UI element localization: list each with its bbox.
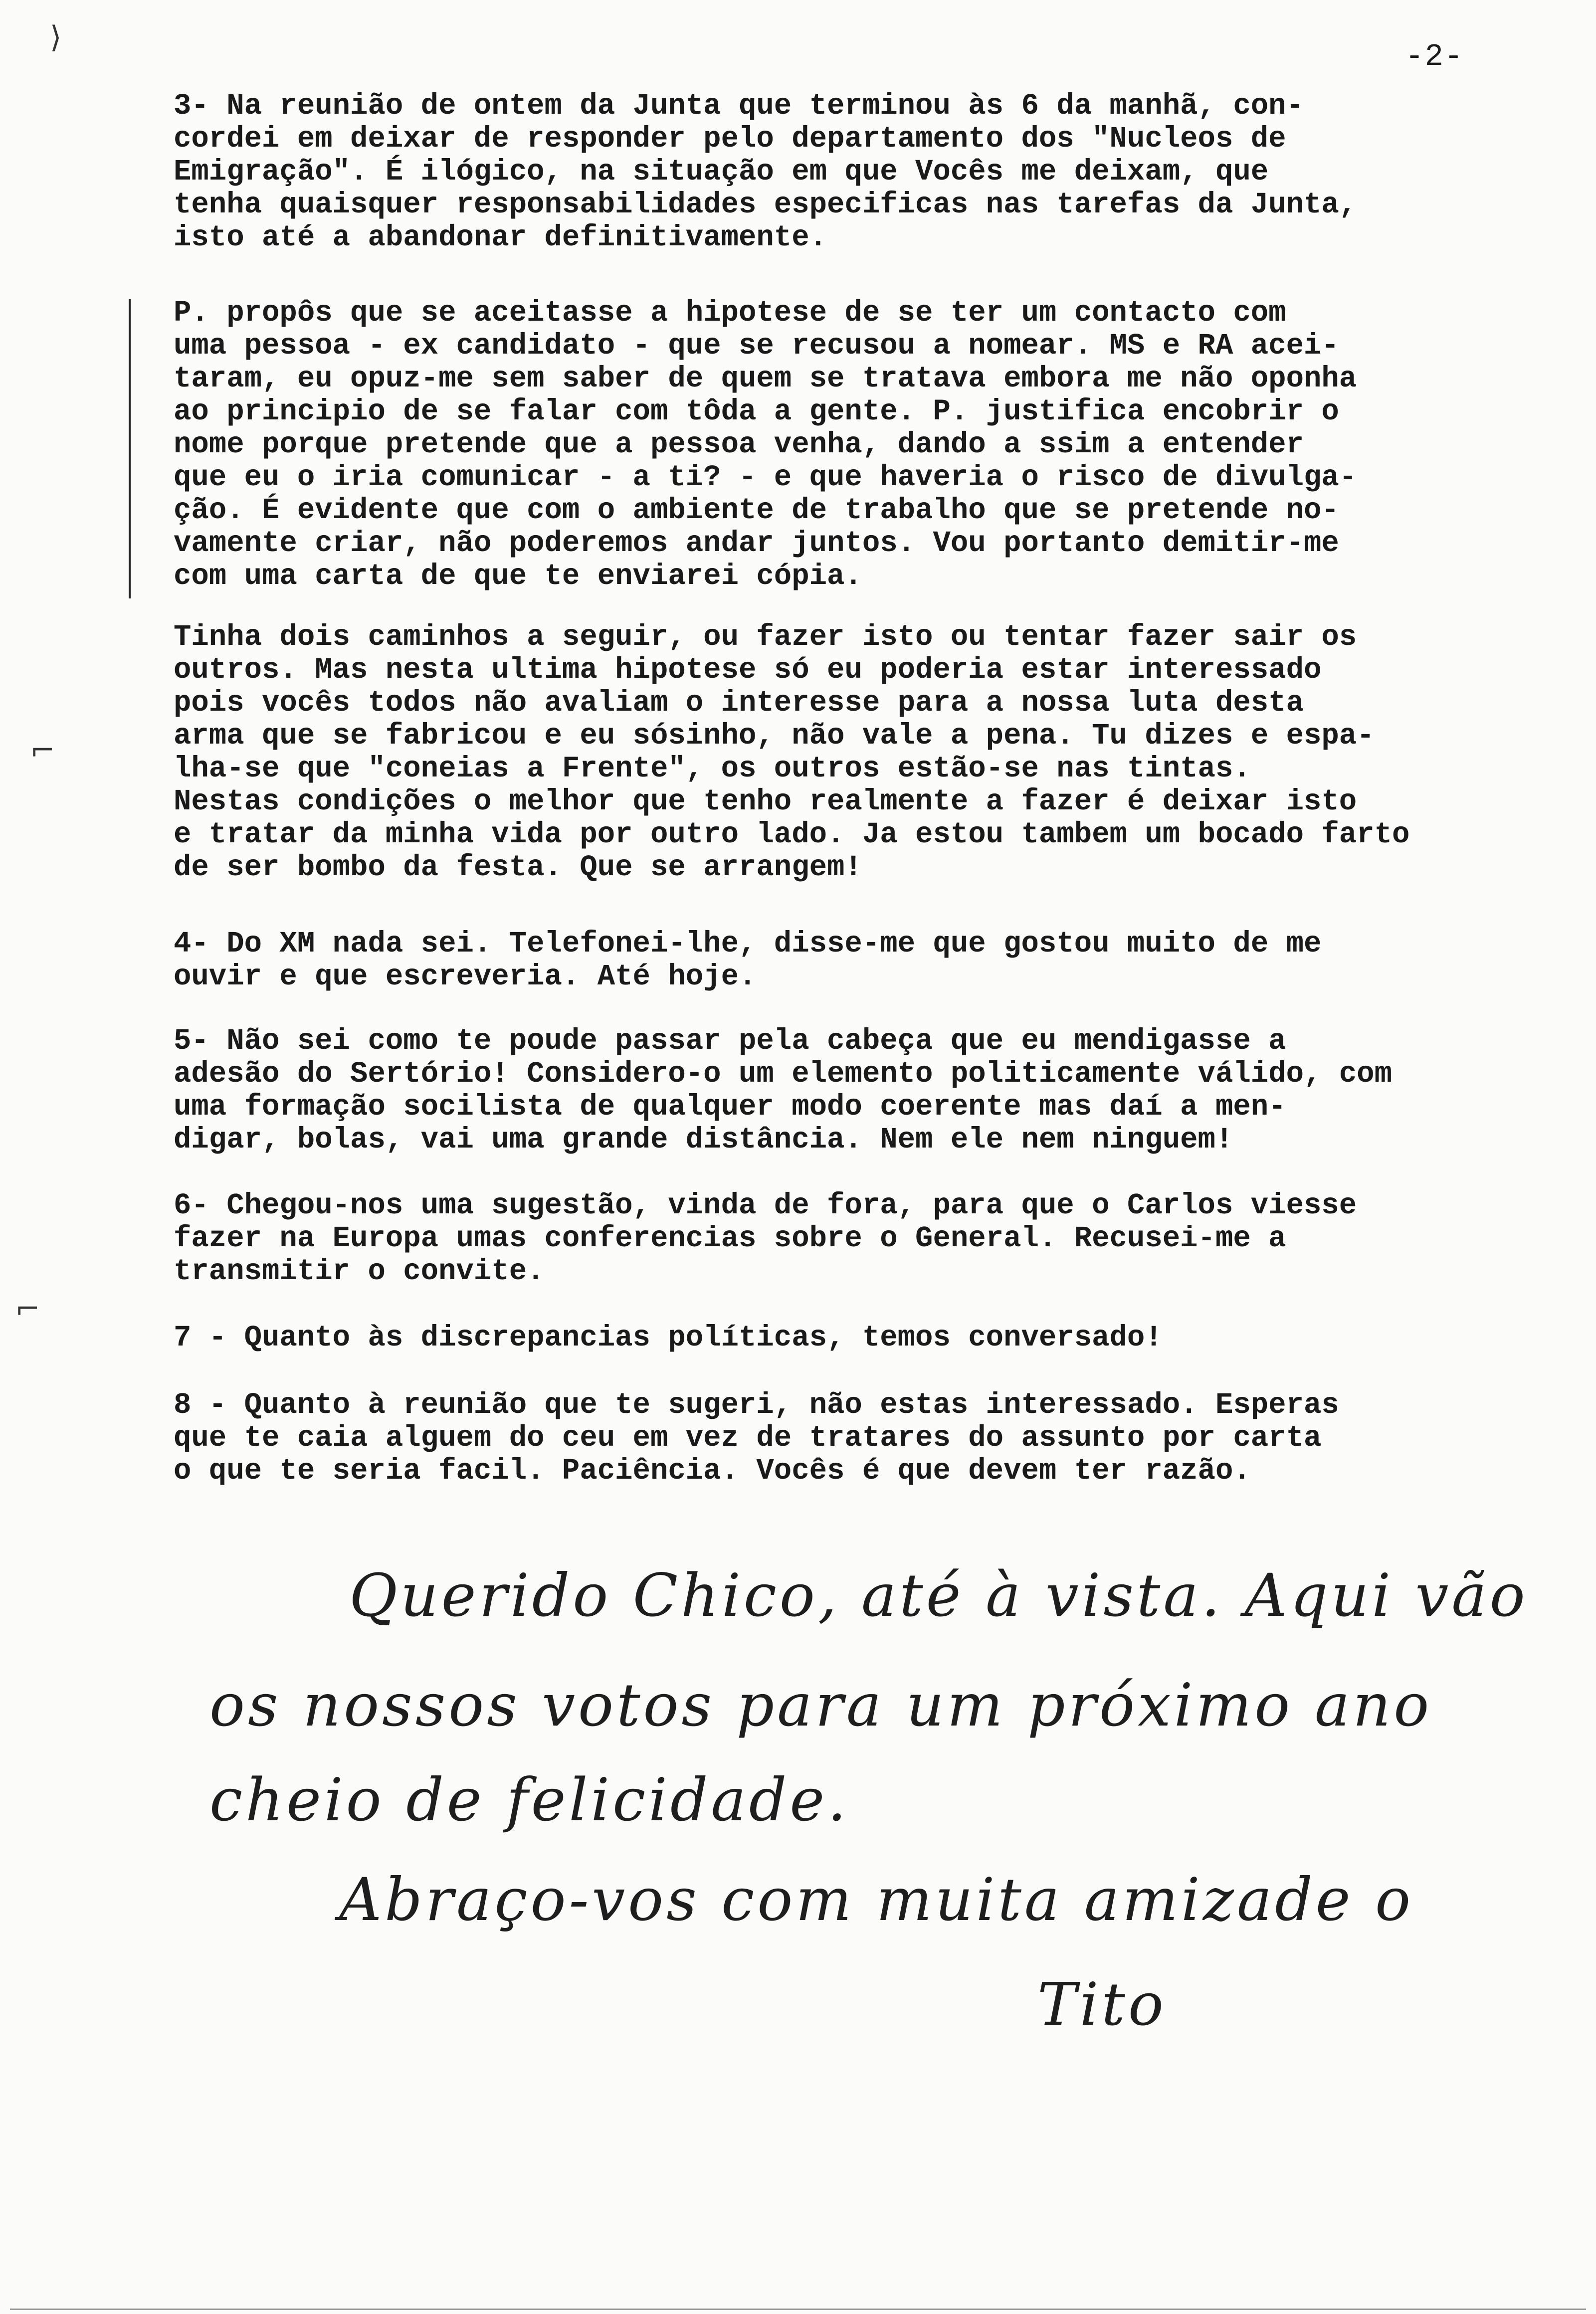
margin-vertical-bar <box>129 299 131 598</box>
margin-mark-middle: ⌐ <box>30 733 55 768</box>
handwritten-line-3: cheio de felicidade. <box>209 1765 849 1834</box>
margin-mark-top: ⟩ <box>50 20 62 55</box>
handwritten-signature: Tito <box>1037 1970 1167 2039</box>
paragraph-5: 5- Não sei como te poude passar pela cabeça que eu mendigasse a adesão do Sertório! Considero-o um elemento politicamente válido, com uma formação socilista de qualquer modo coerente mas daí a men- digar, bolas, vai uma grande distância. Nem ele nem ninguem! <box>174 1024 1392 1157</box>
bottom-edge-line <box>10 2309 1586 2310</box>
handwritten-line-1: Querido Chico, até à vista. Aqui vão <box>349 1561 1528 1630</box>
paragraph-7: 7 - Quanto às discrepancias políticas, temos conversado! <box>174 1321 1163 1354</box>
page-number: -2- <box>1405 39 1464 74</box>
paragraph-4: 4- Do XM nada sei. Telefonei-lhe, disse-me que gostou muito de me ouvir e que escreveria. Até hoje. <box>174 927 1322 993</box>
paragraph-p-proposal: P. propôs que se aceitasse a hipotese de se ter um contacto com uma pessoa - ex candidato - que se recusou a nomear. MS e RA acei- taram, eu opuz-me sem saber de quem se tratava embora me não oponha ao principio de se falar com tôda a gente. P. justifica encobrir o nome porque pretende que a pessoa venha, dando a ssim a entender que eu o iria comunicar - a ti? - e que haveria o risco de divulga- ção. É evidente que com o ambiente de trabalho que se pretende no- vamente criar, não poderemos andar juntos. Vou portanto demitir-me com uma carta de que te enviarei cópia. <box>174 296 1357 593</box>
paragraph-3: 3- Na reunião de ontem da Junta que terminou às 6 da manhã, con- cordei em deixar de responder pelo departamento dos "Nucleos de Emigração". É ilógico, na situação em que Vocês me deixam, que tenha quaisquer responsabilidades especificas nas tarefas da Junta, isto até a abandonar definitivamente. <box>174 89 1357 254</box>
paragraph-6: 6- Chegou-nos uma sugestão, vinda de fora, para que o Carlos viesse fazer na Europa umas conferencias sobre o General. Recusei-me a transmitir o convite. <box>174 1189 1357 1288</box>
handwritten-line-2: os nossos votos para um próximo ano <box>209 1671 1432 1739</box>
paragraph-two-paths: Tinha dois caminhos a seguir, ou fazer isto ou tentar fazer sair os outros. Mas nesta ultima hipotese só eu poderia estar interessado pois vocês todos não avaliam o interesse para a nossa luta desta arma que se fabricou e eu sósinho, não vale a pena. Tu dizes e espa- lha-se que "coneias a Frente", os outros estão-se nas tintas. Nestas condições o melhor que tenho realmente a fazer é deixar isto e tratar da minha vida por outro lado. Ja estou tambem um bocado farto de ser bombo da festa. Que se arrangem! <box>174 620 1410 884</box>
handwritten-line-4: Abraço-vos com muita amizade o <box>339 1865 1414 1934</box>
paragraph-8: 8 - Quanto à reunião que te sugeri, não estas interessado. Esperas que te caia alguem do ceu em vez de tratares do assunto por carta o que te seria facil. Paciência. Vocês é que devem ter razão. <box>174 1388 1339 1488</box>
margin-mark-lower: ⌐ <box>15 1292 40 1327</box>
